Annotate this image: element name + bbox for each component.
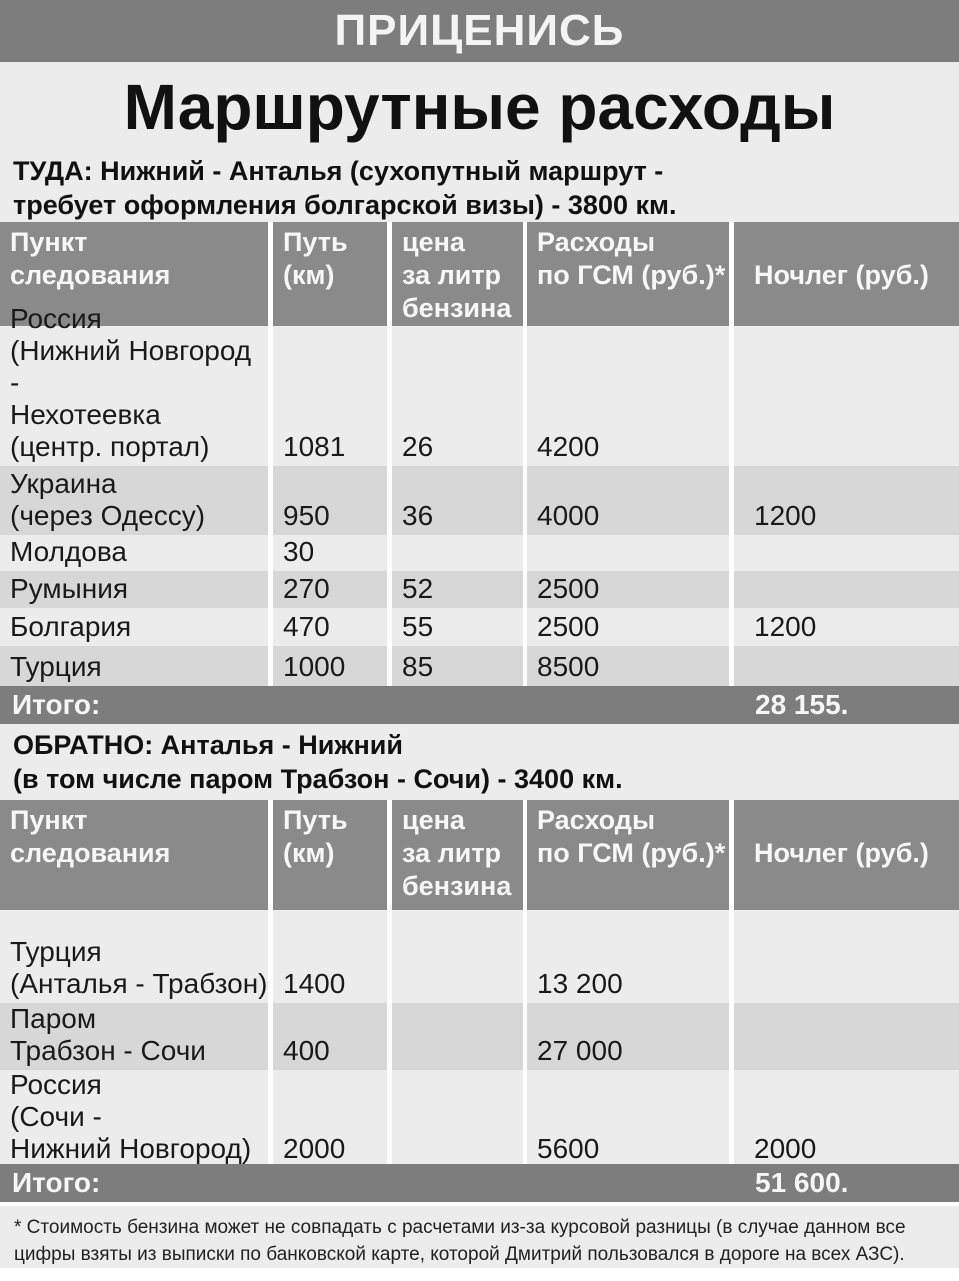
back-cell-night [734,1070,959,1168]
there-column-header-line: следования [10,260,171,290]
back-cell-night [734,910,959,1003]
back-place-line: Трабзон - Сочи [10,1035,206,1066]
there-cell-place [0,608,268,646]
back-value-fuel: 5600 [537,1133,600,1164]
there-cell-fuel [527,646,729,686]
there-cell-fuel [527,326,729,466]
back-cell-fuel [527,1070,729,1168]
back-value-night: 2000 [754,1133,817,1164]
there-cell-price [392,535,523,571]
there-value-km: 1081 [283,431,346,462]
there-column-header-fuel [527,222,729,326]
there-column-header-line: Пункт [10,227,88,257]
there-column-header-km [273,222,387,326]
there-value-fuel: 2500 [537,611,600,642]
there-cell-price [392,646,523,686]
there-cell-price [392,608,523,646]
back-column-header-line: Пункт [10,805,88,835]
there-place-line: Турция [10,651,102,682]
back-column-header-line: Ночлег (руб.) [754,838,929,868]
there-value-km: 30 [283,536,315,567]
there-cell-price [392,466,523,535]
back-cell-place [0,1070,268,1168]
back-value-fuel: 13 200 [537,968,623,999]
there-value-price: 55 [402,611,434,642]
there-cell-km [273,608,387,646]
there-value-fuel: 2500 [537,573,600,604]
there-column-header-line: Путь [283,227,348,257]
back-table-row [0,1003,959,1070]
back-heading-line1: ОБРАТНО: Анталья - Нижний [13,730,403,760]
back-cell-km [273,1003,387,1070]
back-column-header-line: по ГСМ (руб.)* [537,838,726,868]
there-value-price: 52 [402,573,434,604]
there-column-header-line: по ГСМ (руб.)* [537,260,726,290]
there-column-header-line [754,226,959,259]
back-total-row [0,1164,959,1202]
back-value-fuel: 27 000 [537,1035,623,1066]
back-place-line: Россия [10,1069,102,1100]
there-cell-fuel [527,535,729,571]
back-cell-place [0,910,268,1003]
back-column-header-line: бензина [402,871,512,901]
there-value-price: 26 [402,431,434,462]
back-place-line: Турция [10,936,102,967]
there-place-line: Румыния [10,573,129,604]
there-column-header-night [734,222,959,326]
back-value-km: 2000 [283,1133,346,1164]
back-value-km: 1400 [283,968,346,999]
there-place-line: (центр. портал) [10,431,210,462]
back-cell-place [0,1003,268,1070]
back-column-header-km [273,800,387,910]
there-value-km: 270 [283,573,330,604]
back-place-line: (Сочи - [10,1101,102,1132]
there-total-row [0,686,959,724]
there-cell-fuel [527,571,729,608]
there-cell-place [0,646,268,686]
back-place-line: Нижний Новгород) [10,1133,252,1164]
there-cell-price [392,326,523,466]
back-column-header-line: цена [402,805,465,835]
there-cell-place [0,535,268,571]
there-total-value: 28 155. [755,689,849,720]
back-place-line: Паром [10,1003,97,1034]
back-cell-fuel [527,1003,729,1070]
there-cell-km [273,535,387,571]
there-cell-night [734,326,959,466]
there-value-price: 36 [402,500,434,531]
back-cell-km [273,910,387,1003]
there-place-line: (Нижний Новгород - [10,335,252,398]
there-table-row [0,608,959,646]
there-column-header-line: бензина [402,293,512,323]
there-value-night: 1200 [754,500,817,531]
there-value-price: 85 [402,651,434,682]
there-cell-km [273,466,387,535]
there-value-fuel: 4000 [537,500,600,531]
there-place-line: Болгария [10,611,132,642]
back-heading [0,724,959,800]
there-column-header-line: цена [402,227,465,257]
there-table-row [0,466,959,535]
there-cell-place [0,571,268,608]
back-cell-fuel [527,910,729,1003]
brand-label: ПРИЦЕНИСЬ [334,6,625,55]
back-column-header-night [734,800,959,910]
back-column-header-price [392,800,523,910]
back-cell-price [392,1003,523,1070]
title-banner [0,62,959,152]
back-column-header-line: Путь [283,805,348,835]
there-cell-night [734,571,959,608]
there-table-row [0,535,959,571]
there-place-line: (через Одессу) [10,500,206,531]
there-cell-km [273,646,387,686]
there-cell-night [734,646,959,686]
back-column-header-line: Расходы [537,805,656,835]
there-cell-place [0,303,268,466]
back-cell-night [734,1003,959,1070]
there-place-line: Россия [10,303,102,334]
footnote: * Стоимость бензина может не совпадать с расчетами из-за курсовой разницы (в случае данном все цифры взяты из выписки по банковской карте, которой Дмитрий пользовался в дороге на всех АЗС). [0,1206,959,1268]
back-cell-km [273,1070,387,1168]
there-cell-night [734,466,959,535]
there-column-header-price [392,222,523,326]
there-heading-line2: требует оформления болгарской визы) - 3800 км. [13,190,677,220]
back-header-row [0,800,959,910]
there-column-header-line: (км) [283,260,335,290]
there-column-header-line: за литр [402,260,502,290]
there-value-fuel: 4200 [537,431,600,462]
there-place-line: Украина [10,468,117,499]
there-table-row [0,646,959,686]
there-cell-price [392,571,523,608]
there-cell-km [273,326,387,466]
there-value-km: 470 [283,611,330,642]
there-place-line: Молдова [10,536,127,567]
there-cell-km [273,571,387,608]
back-column-header-line: за литр [402,838,502,868]
back-column-header-place [0,800,268,910]
back-column-header-line [754,804,959,837]
back-column-header-line: следования [10,838,171,868]
back-place-line: (Анталья - Трабзон) [10,968,268,999]
there-heading-line1: ТУДА: Нижний - Анталья (сухопутный маршрут - [13,156,664,186]
there-table-row [0,571,959,608]
back-column-header-line: (км) [283,838,335,868]
back-cell-price [392,910,523,1003]
there-cell-night [734,535,959,571]
back-heading-line2: (в том числе паром Трабзон - Сочи) - 3400 км. [13,764,623,794]
page-title: Маршрутные расходы [123,71,836,143]
brand-banner [0,0,959,62]
back-total-label: Итого: [12,1167,101,1198]
back-table-row [0,910,959,1003]
there-heading [0,152,959,222]
back-cell-price [392,1070,523,1168]
there-total-label: Итого: [12,689,101,720]
there-place-line: Нехотеевка [10,399,161,430]
there-cell-fuel [527,608,729,646]
back-column-header-fuel [527,800,729,910]
back-value-km: 400 [283,1035,330,1066]
back-table-row [0,1070,959,1168]
there-cell-fuel [527,466,729,535]
there-value-night: 1200 [754,611,817,642]
there-value-km: 950 [283,500,330,531]
there-column-header-line: Ночлег (руб.) [754,260,929,290]
there-value-km: 1000 [283,651,346,682]
there-cell-place [0,466,268,535]
there-cell-night [734,608,959,646]
there-value-fuel: 8500 [537,651,600,682]
back-total-value: 51 600. [755,1167,849,1198]
there-column-header-line: Расходы [537,227,656,257]
